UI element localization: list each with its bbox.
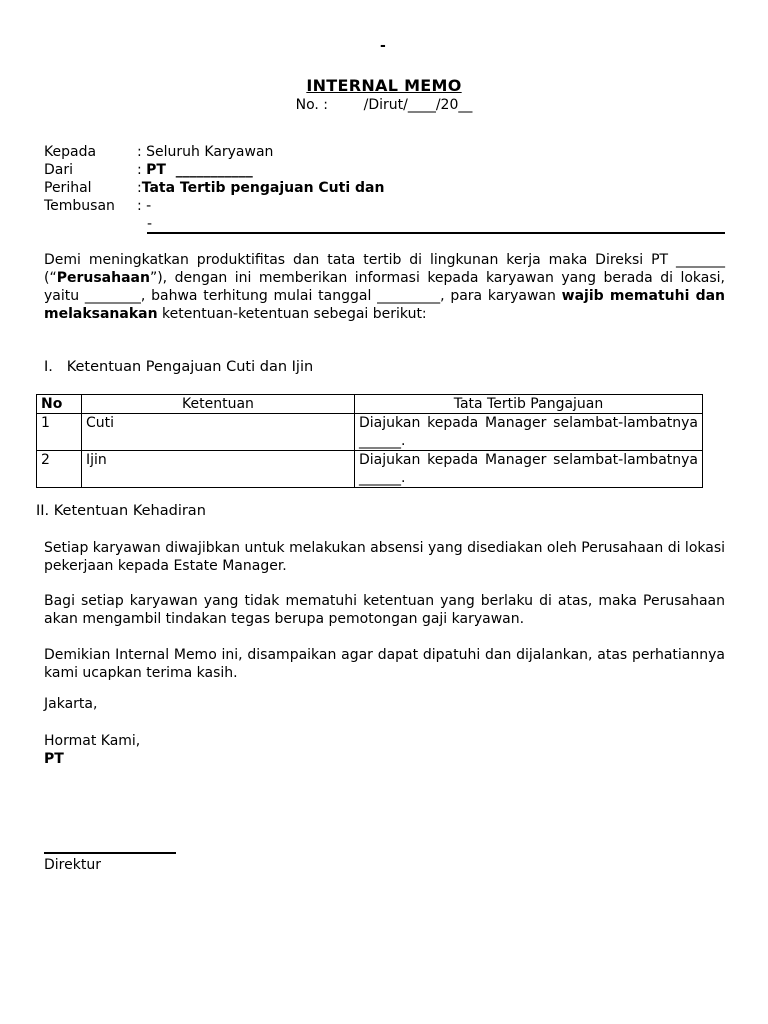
table-header-row [37,395,703,414]
attendance-paragraph: Setiap karyawan diwajibkan untuk melakukan absensi yang disediakan oleh Perusahaan di lokasi pekerjaan kepada Estate Manager. [44,540,726,574]
header-row-tembusan [44,197,744,215]
signer-title: Direktur [44,857,101,873]
perihal-label: Perihal [44,180,92,196]
col-header-tata-tertib: Tata Tertib Pangajuan [355,395,703,414]
intro-text-2: ”), dengan ini memberikan informasi kepada karyawan yang berada di lokasi, yaitu ________, bahwa terhitung mulai tanggal _________, para karyawan [44,270,725,304]
table-row [37,451,703,488]
cell-tata-tertib: Diajukan kepada Manager selambat-lambatnya ______. [355,451,703,488]
tembusan-value: : - [137,198,152,214]
top-mark: - [380,38,386,54]
regards-text: Hormat Kami, [44,733,141,749]
signature-line [44,852,176,854]
perihal-prefix: : [137,180,142,196]
header-row-kepada [44,143,744,161]
dari-prefix: : [137,162,147,178]
header-divider [147,232,725,234]
col-header-no: No [37,395,82,414]
header-row-dari [44,161,744,179]
intro-bold-wajib: wajib mematuhi dan melaksanakan [44,288,726,322]
closing-paragraph: Demikian Internal Memo ini, disampaikan agar dapat dipatuhi dan dijalankan, atas perhatiannya kami ucapkan terima kasih. [44,647,725,681]
cell-ketentuan: Ijin [82,451,355,488]
memo-title [0,76,768,95]
kepada-label: Kepada [44,144,97,160]
kepada-value: : Seluruh Karyawan [137,144,274,160]
dari-value-wrap [137,161,744,179]
intro-bold-perusahaan: Perusahaan [56,270,150,286]
cell-ketentuan: Cuti [82,414,355,451]
table-row [37,414,703,451]
intro-paragraph [44,251,725,323]
col-header-ketentuan: Ketentuan [82,395,355,414]
tembusan-value-2: - [147,216,153,232]
sanction-paragraph: Bagi setiap karyawan yang tidak mematuhi ketentuan yang berlaku di atas, maka Perusahaan akan mengambil tindakan tegas berupa pemotongan gaji karyawan. [44,593,725,627]
perihal-value: Tata Tertib pengajuan Cuti dan [141,180,385,196]
cell-tata-tertib: Diajukan kepada Manager selambat-lambatnya ______. [355,414,703,451]
perihal-value-wrap [137,179,744,197]
header-row-perihal [44,179,744,197]
dari-label: Dari [44,162,74,178]
dari-value: PT ___________ [146,162,253,178]
place-date: Jakarta, [44,696,98,712]
section-2-title: II. Ketentuan Kehadiran [36,503,206,519]
memo-title-text: INTERNAL MEMO [306,76,462,95]
section-1-title: I. Ketentuan Pengajuan Cuti dan Ijin [44,359,314,375]
memo-number: No. : /Dirut/____/20__ [295,97,473,113]
tembusan-label: Tembusan [44,198,115,214]
cell-no: 2 [37,451,82,488]
memo-header [44,143,744,233]
header-row-tembusan-2 [44,215,744,233]
intro-text-1: Demi meningkatkan produktifitas dan tata tertib di lingkunan kerja maka Direksi PT _______ (“ [44,252,725,286]
intro-text-3: ketentuan-ketentuan sebegai berikut: [157,306,427,322]
cell-no: 1 [37,414,82,451]
leave-rules-table [36,394,703,488]
company-name: PT [44,751,64,767]
